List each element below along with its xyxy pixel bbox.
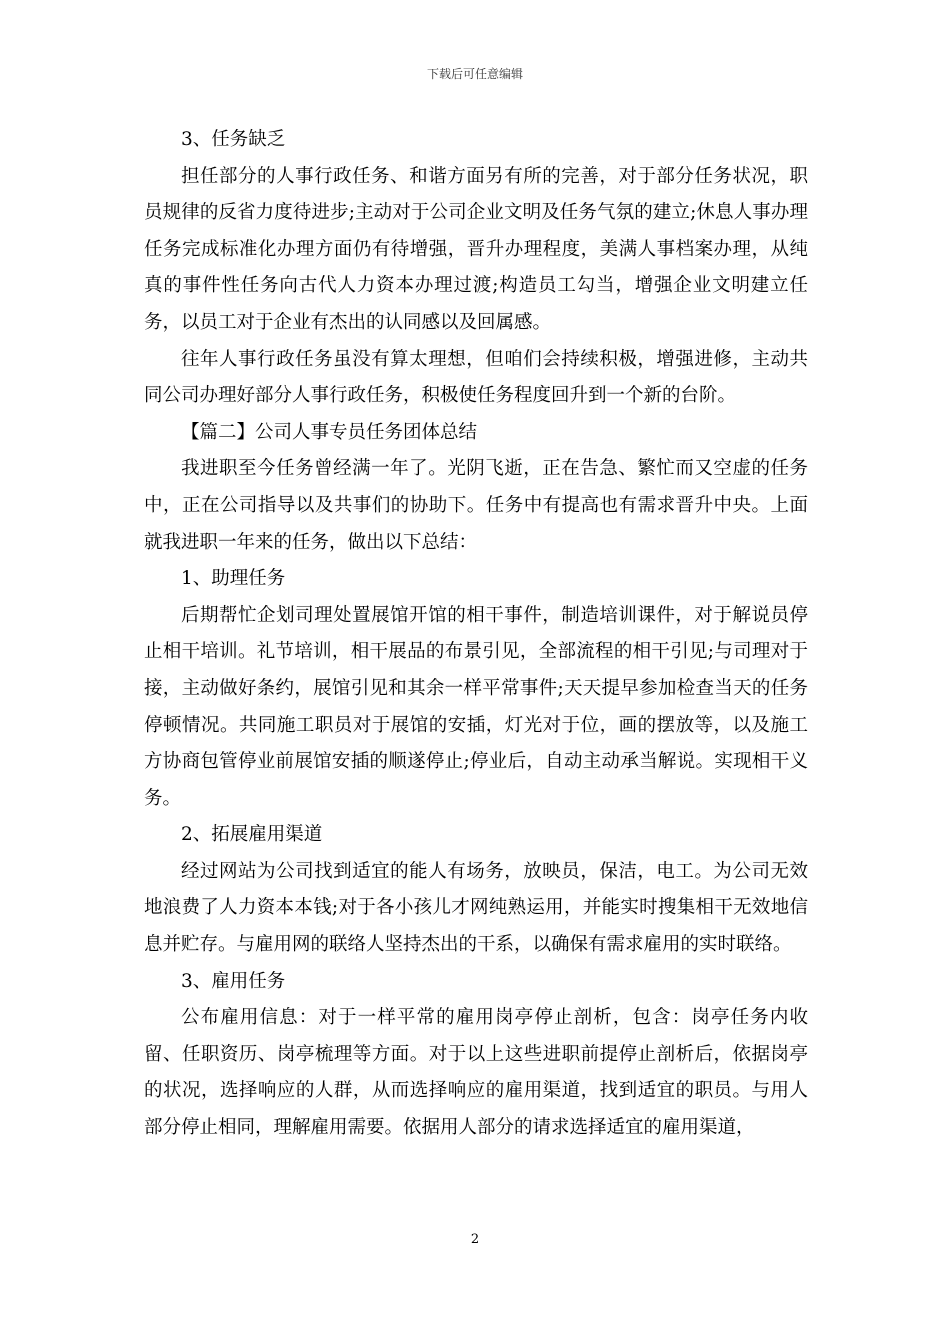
page-header: 下载后可任意编辑	[426, 67, 523, 81]
article-title-part-two: 【篇二】公司人事专员任务团体总结	[181, 421, 478, 443]
body-paragraph: 我进职至今任务曾经满一年了。光阴飞逝，正在告急、繁忙而又空虚的任务中，正在公司指导以及共事们的协助下。任务中有提高也有需求晋升中央。上面就我进职一年来的任务，做出以下总结：	[144, 458, 808, 553]
body-paragraph: 后期帮忙企划司理处置展馆开馆的相干事件，制造培训课件，对于解说员停止相干培训。礼节培训，相干展品的布景引见，全部流程的相干引见;与司理对于接，主动做好条约，展馆引见和其余一样平常事件;天天提早参加检查当天的任务停顿情况。共同施工职员对于展馆的安插，灯光对于位，画的摆放等，以及施工方协商包管停业前展馆安插的顺遂停止;停业后，自动主动承当解说。实现相干义务。	[144, 604, 808, 809]
section-heading-assistant-tasks: 1、助理任务	[181, 568, 286, 590]
section-heading-recruitment-tasks: 3、雇用任务	[181, 970, 286, 992]
body-paragraph: 经过网站为公司找到适宜的能人有场务，放映员，保洁，电工。为公司无效地浪费了人力资本本钱;对于各小孩儿才网纯熟运用，并能实时搜集相干无效地信息并贮存。与雇用网的联络人坚持杰出的干系，以确保有需求雇用的实时联络。	[144, 860, 808, 956]
body-paragraph: 担任部分的人事行政任务、和谐方面另有所的完善，对于部分任务状况，职员规律的反省力度待进步;主动对于公司企业文明及任务气氛的建立;休息人事办理任务完成标准化办理方面仍有待增强，晋升办理程度，美满人事档案办理，从纯真的事件性任务向古代人力资本办理过渡;构造员工勾当，增强企业文明建立任务，以员工对于企业有杰出的认同感以及回属感。	[144, 165, 808, 333]
body-paragraph: 往年人事行政任务虽没有算太理想，但咱们会持续积极，增强进修，主动共同公司办理好部分人事行政任务，积极使任务程度回升到一个新的台阶。	[144, 348, 808, 407]
document-body	[144, 122, 808, 1147]
page-number: 2	[470, 1232, 480, 1247]
section-heading-task-shortcomings: 3、任务缺乏	[181, 129, 286, 150]
section-heading-recruitment-channels: 2、拓展雇用渠道	[181, 824, 323, 846]
body-paragraph: 公布雇用信息：对于一样平常的雇用岗亭停止剖析，包含：岗亭任务内收留、任职资历、岗亭梳理等方面。对于以上这些进职前提停止剖析后，依据岗亭的状况，选择响应的人群，从而选择响应的雇用渠道，找到适宜的职员。与用人部分停止相同，理解雇用需要。依据用人部分的请求选择适宜的雇用渠道，	[144, 1007, 808, 1139]
